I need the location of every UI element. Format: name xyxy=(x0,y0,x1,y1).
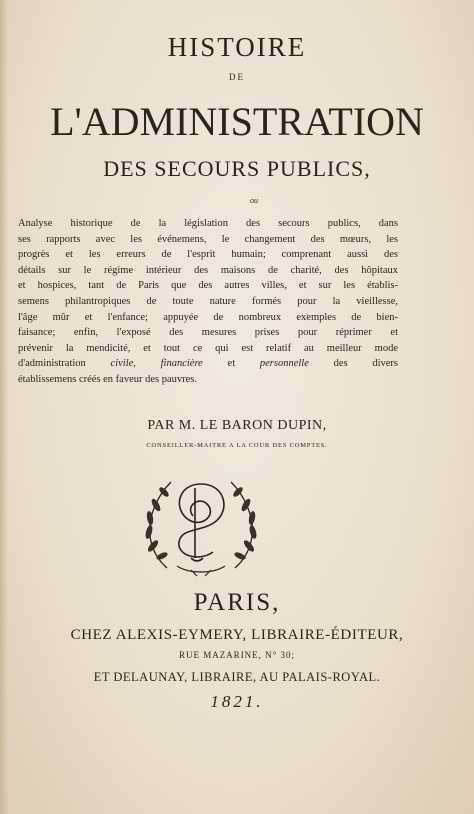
title-administration: L'ADMINISTRATION xyxy=(50,99,424,144)
analysis-line: détails sur le régime intérieur des maisons de charité, des hôpitaux xyxy=(18,264,398,276)
title-histoire: HISTOIRE xyxy=(167,32,307,62)
analysis-fragment-italic: financière xyxy=(160,358,203,370)
imprint-city: PARIS, xyxy=(193,589,281,616)
author-name: PAR M. LE BARON DUPIN, xyxy=(147,418,327,433)
analysis-line: et hospices, tant de Paris que des autres villes, et sur les établis- xyxy=(18,280,398,292)
author-role: CONSEILLER-MAITRE A LA COUR DES COMPTES. xyxy=(146,442,328,449)
title-de: DE xyxy=(229,72,245,82)
analysis-line: Analyse historique de la législation des secours publics, dans xyxy=(18,218,398,229)
title-ou: ou xyxy=(250,196,258,205)
analysis-fragment-italic: personnelle xyxy=(259,358,309,370)
analysis-line: prévenir la mendicité, et tout ce qui est relatif au meilleur mode xyxy=(18,342,398,354)
analysis-paragraph xyxy=(18,216,398,388)
analysis-line: ses rapports avec les événemens, le changement des mœurs, les xyxy=(18,233,398,245)
analysis-line: établissemens créés en faveur des pauvres. xyxy=(18,373,198,385)
analysis-line-mixed: d'administration civile, financière et personnelle des divers xyxy=(18,358,398,370)
analysis-line: l'âge mûr et l'enfance; appuyée de nombreux exemples de bien- xyxy=(18,311,398,323)
analysis-line: faisance; enfin, l'exposé des mesures prises pour réprimer et xyxy=(18,327,398,339)
title-secours-publics: DES SECOURS PUBLICS, xyxy=(103,156,371,181)
analysis-line: progrès et les erreurs de l'esprit humain; comprenant aussi des xyxy=(18,249,398,261)
imprint-year: 1821. xyxy=(210,692,264,711)
analysis-fragment: d'administration xyxy=(18,358,86,370)
analysis-fragment: des divers xyxy=(333,358,398,370)
imprint-publisher: CHEZ ALEXIS-EYMERY, LIBRAIRE-ÉDITEUR, xyxy=(70,627,404,643)
imprint-second-publisher: ET DELAUNAY, LIBRAIRE, AU PALAIS-ROYAL. xyxy=(93,670,381,684)
analysis-fragment-italic: civile xyxy=(110,358,134,370)
analysis-line: semens philantropiques de toute nature formés pour la vieillesse, xyxy=(18,295,398,307)
imprint-address: RUE MAZARINE, N° 30; xyxy=(178,650,296,660)
monogram-laurel-wreath-icon xyxy=(137,470,265,580)
